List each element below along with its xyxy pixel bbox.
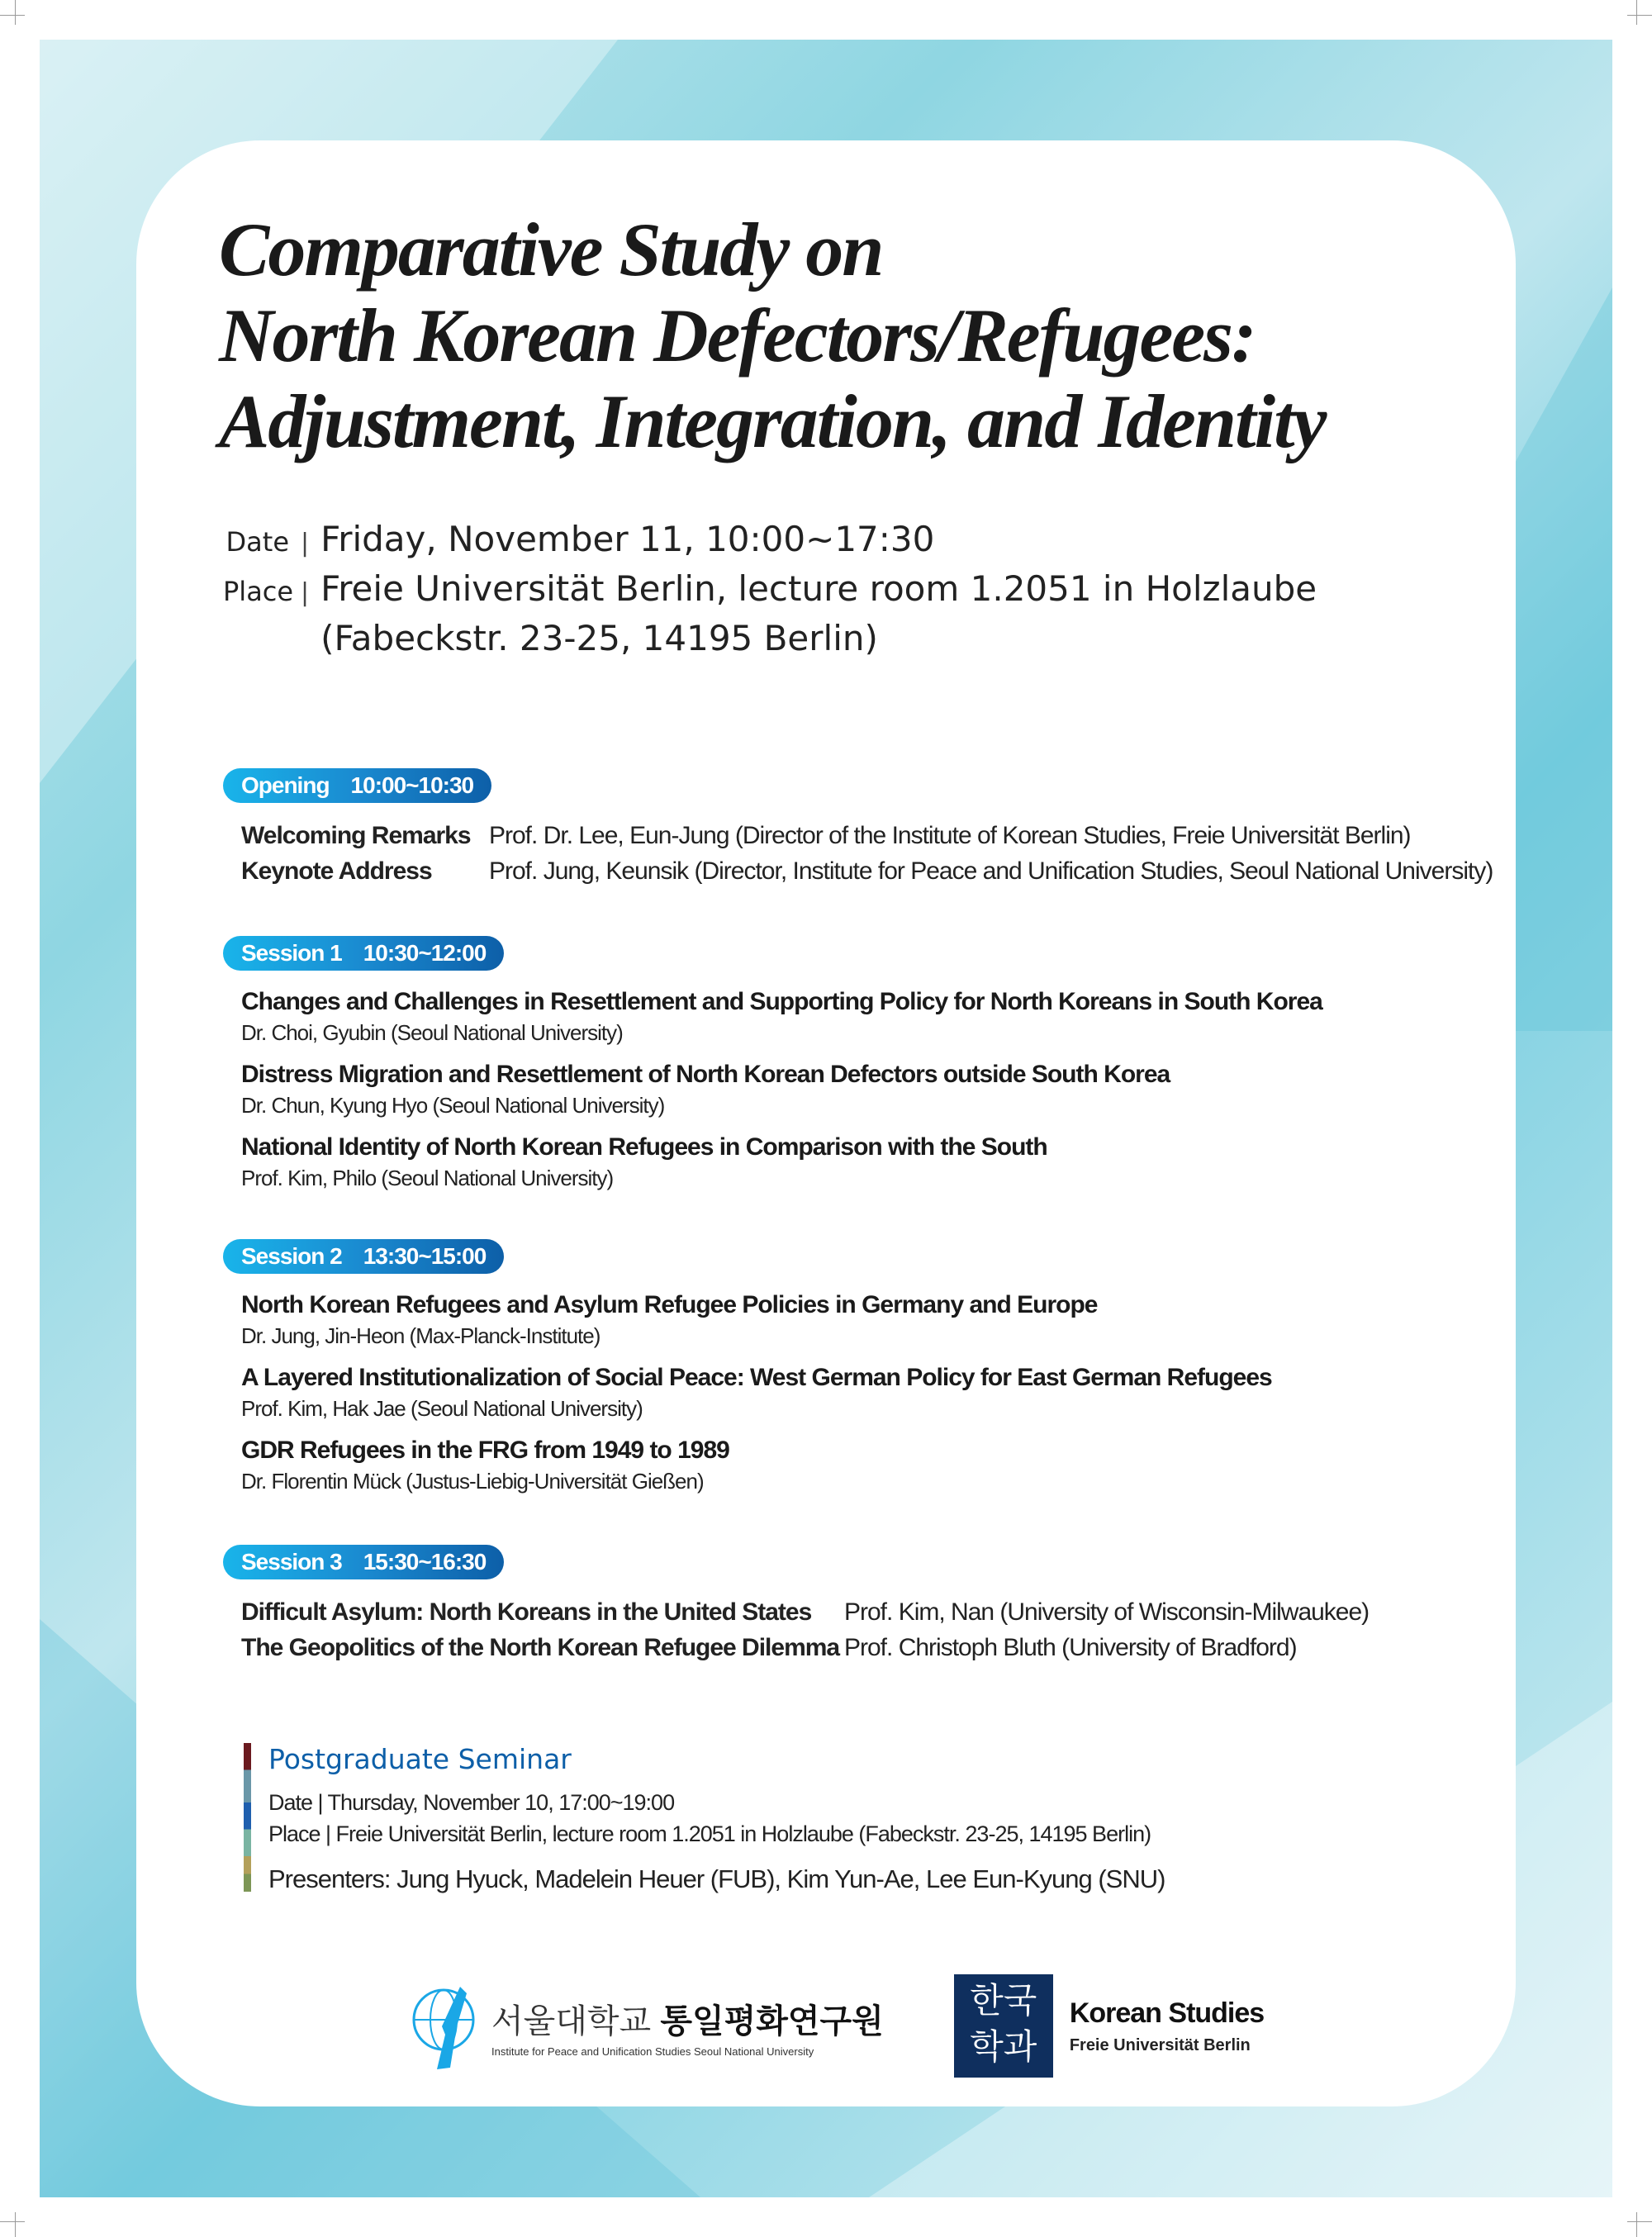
opening-section xyxy=(223,768,1493,889)
globe-icon xyxy=(409,1977,483,2076)
title-line: Comparative Study on xyxy=(219,207,883,292)
postgraduate-seminar xyxy=(244,1743,1165,1894)
hangul-calligraphy-icon: 한국 학과 xyxy=(954,1974,1053,2078)
separator: | xyxy=(301,578,310,607)
logos xyxy=(409,1974,1264,2078)
session-badge: Session 3 15:30~16:30 xyxy=(223,1545,504,1579)
session-3-section xyxy=(223,1545,1369,1665)
talk-item: Changes and Challenges in Resettlement and Supporting Policy for North Koreans in South Korea Dr. Choi, Gyubin (Seoul National University) xyxy=(241,988,1322,1045)
session-2-section xyxy=(223,1239,1272,1507)
color-bar xyxy=(244,1743,251,1892)
place-value: Freie Universität Berlin, lecture room 1.2051 in Holzlaube xyxy=(320,568,1317,609)
event-date xyxy=(223,516,1317,563)
talk-item: A Layered Institutionalization of Social Peace: West German Policy for East German Refugees Prof. Kim, Hak Jae (Seoul National University) xyxy=(241,1364,1272,1421)
crop-mark xyxy=(1612,0,1637,25)
session-badge: Session 1 10:30~12:00 xyxy=(223,936,504,971)
date-value: Friday, November 11, 10:00~17:30 xyxy=(320,519,935,559)
crop-mark xyxy=(15,2212,40,2237)
fub-subtitle: Freie Universität Berlin xyxy=(1069,2035,1251,2054)
event-place-address xyxy=(223,615,1317,662)
snu-english-name: Institute for Peace and Unification Studies Seoul National University xyxy=(491,2045,814,2058)
fub-title: Korean Studies xyxy=(1069,1997,1265,2029)
session-1-section xyxy=(223,936,1322,1204)
seminar-date: Date | Thursday, November 10, 17:00~19:00 xyxy=(268,1790,675,1815)
talk-item: North Korean Refugees and Asylum Refugee Policies in Germany and Europe Dr. Jung, Jin-Heon (Max-Planck-Institute) xyxy=(241,1291,1098,1348)
program-item: Welcoming Remarks Prof. Dr. Lee, Eun-Jung (Director of the Institute of Korean Studies, Freie Universität Berlin) xyxy=(241,822,1411,849)
session-badge: Session 2 13:30~15:00 xyxy=(223,1239,504,1274)
talk-item: Distress Migration and Resettlement of North Korean Defectors outside South Korea Dr. Chun, Kyung Hyo (Seoul National University) xyxy=(241,1061,1170,1118)
title-line: Adjustment, Integration, and Identity xyxy=(219,379,1326,463)
program-item: The Geopolitics of the North Korean Refugee Dilemma Prof. Christoph Bluth (University of Bradford) xyxy=(241,1634,1297,1661)
seminar-presenters: Presenters: Jung Hyuck, Madelein Heuer (FUB), Kim Yun-Ae, Lee Eun-Kyung (SNU) xyxy=(268,1864,1165,1893)
date-label: Date xyxy=(225,526,289,558)
event-place xyxy=(223,566,1317,612)
event-details xyxy=(223,516,1317,665)
program-item: Difficult Asylum: North Koreans in the United States Prof. Kim, Nan (University of Wisconsin-Milwaukee) xyxy=(241,1598,1370,1626)
seminar-place: Place | Freie Universität Berlin, lecture room 1.2051 in Holzlaube (Fabeckstr. 23-25, 14195 Berlin) xyxy=(268,1821,1151,1846)
crop-mark xyxy=(15,0,40,25)
program-item: Keynote Address Prof. Jung, Keunsik (Director, Institute for Peace and Unification Studies, Seoul National University) xyxy=(241,857,1493,885)
place-address: (Fabeckstr. 23-25, 14195 Berlin) xyxy=(320,618,878,658)
page-title xyxy=(219,207,1326,464)
separator: | xyxy=(301,529,310,558)
snu-ipus-logo xyxy=(409,1977,884,2076)
place-label: Place xyxy=(223,576,294,607)
crop-mark xyxy=(1612,2212,1637,2237)
session-badge: Opening 10:00~10:30 xyxy=(223,768,491,803)
title-line: North Korean Defectors/Refugees: xyxy=(219,293,1256,378)
seminar-title: Postgraduate Seminar xyxy=(268,1743,572,1775)
talk-item: National Identity of North Korean Refugees in Comparison with the South Prof. Kim, Philo (Seoul National University) xyxy=(241,1133,1047,1190)
snu-korean-name: 서울대학교 통일평화연구원 xyxy=(491,2002,884,2040)
talk-item: GDR Refugees in the FRG from 1949 to 1989 Dr. Florentin Mück (Justus-Liebig-Universität Gießen) xyxy=(241,1437,729,1494)
fub-korean-studies-logo xyxy=(954,1974,1264,2078)
